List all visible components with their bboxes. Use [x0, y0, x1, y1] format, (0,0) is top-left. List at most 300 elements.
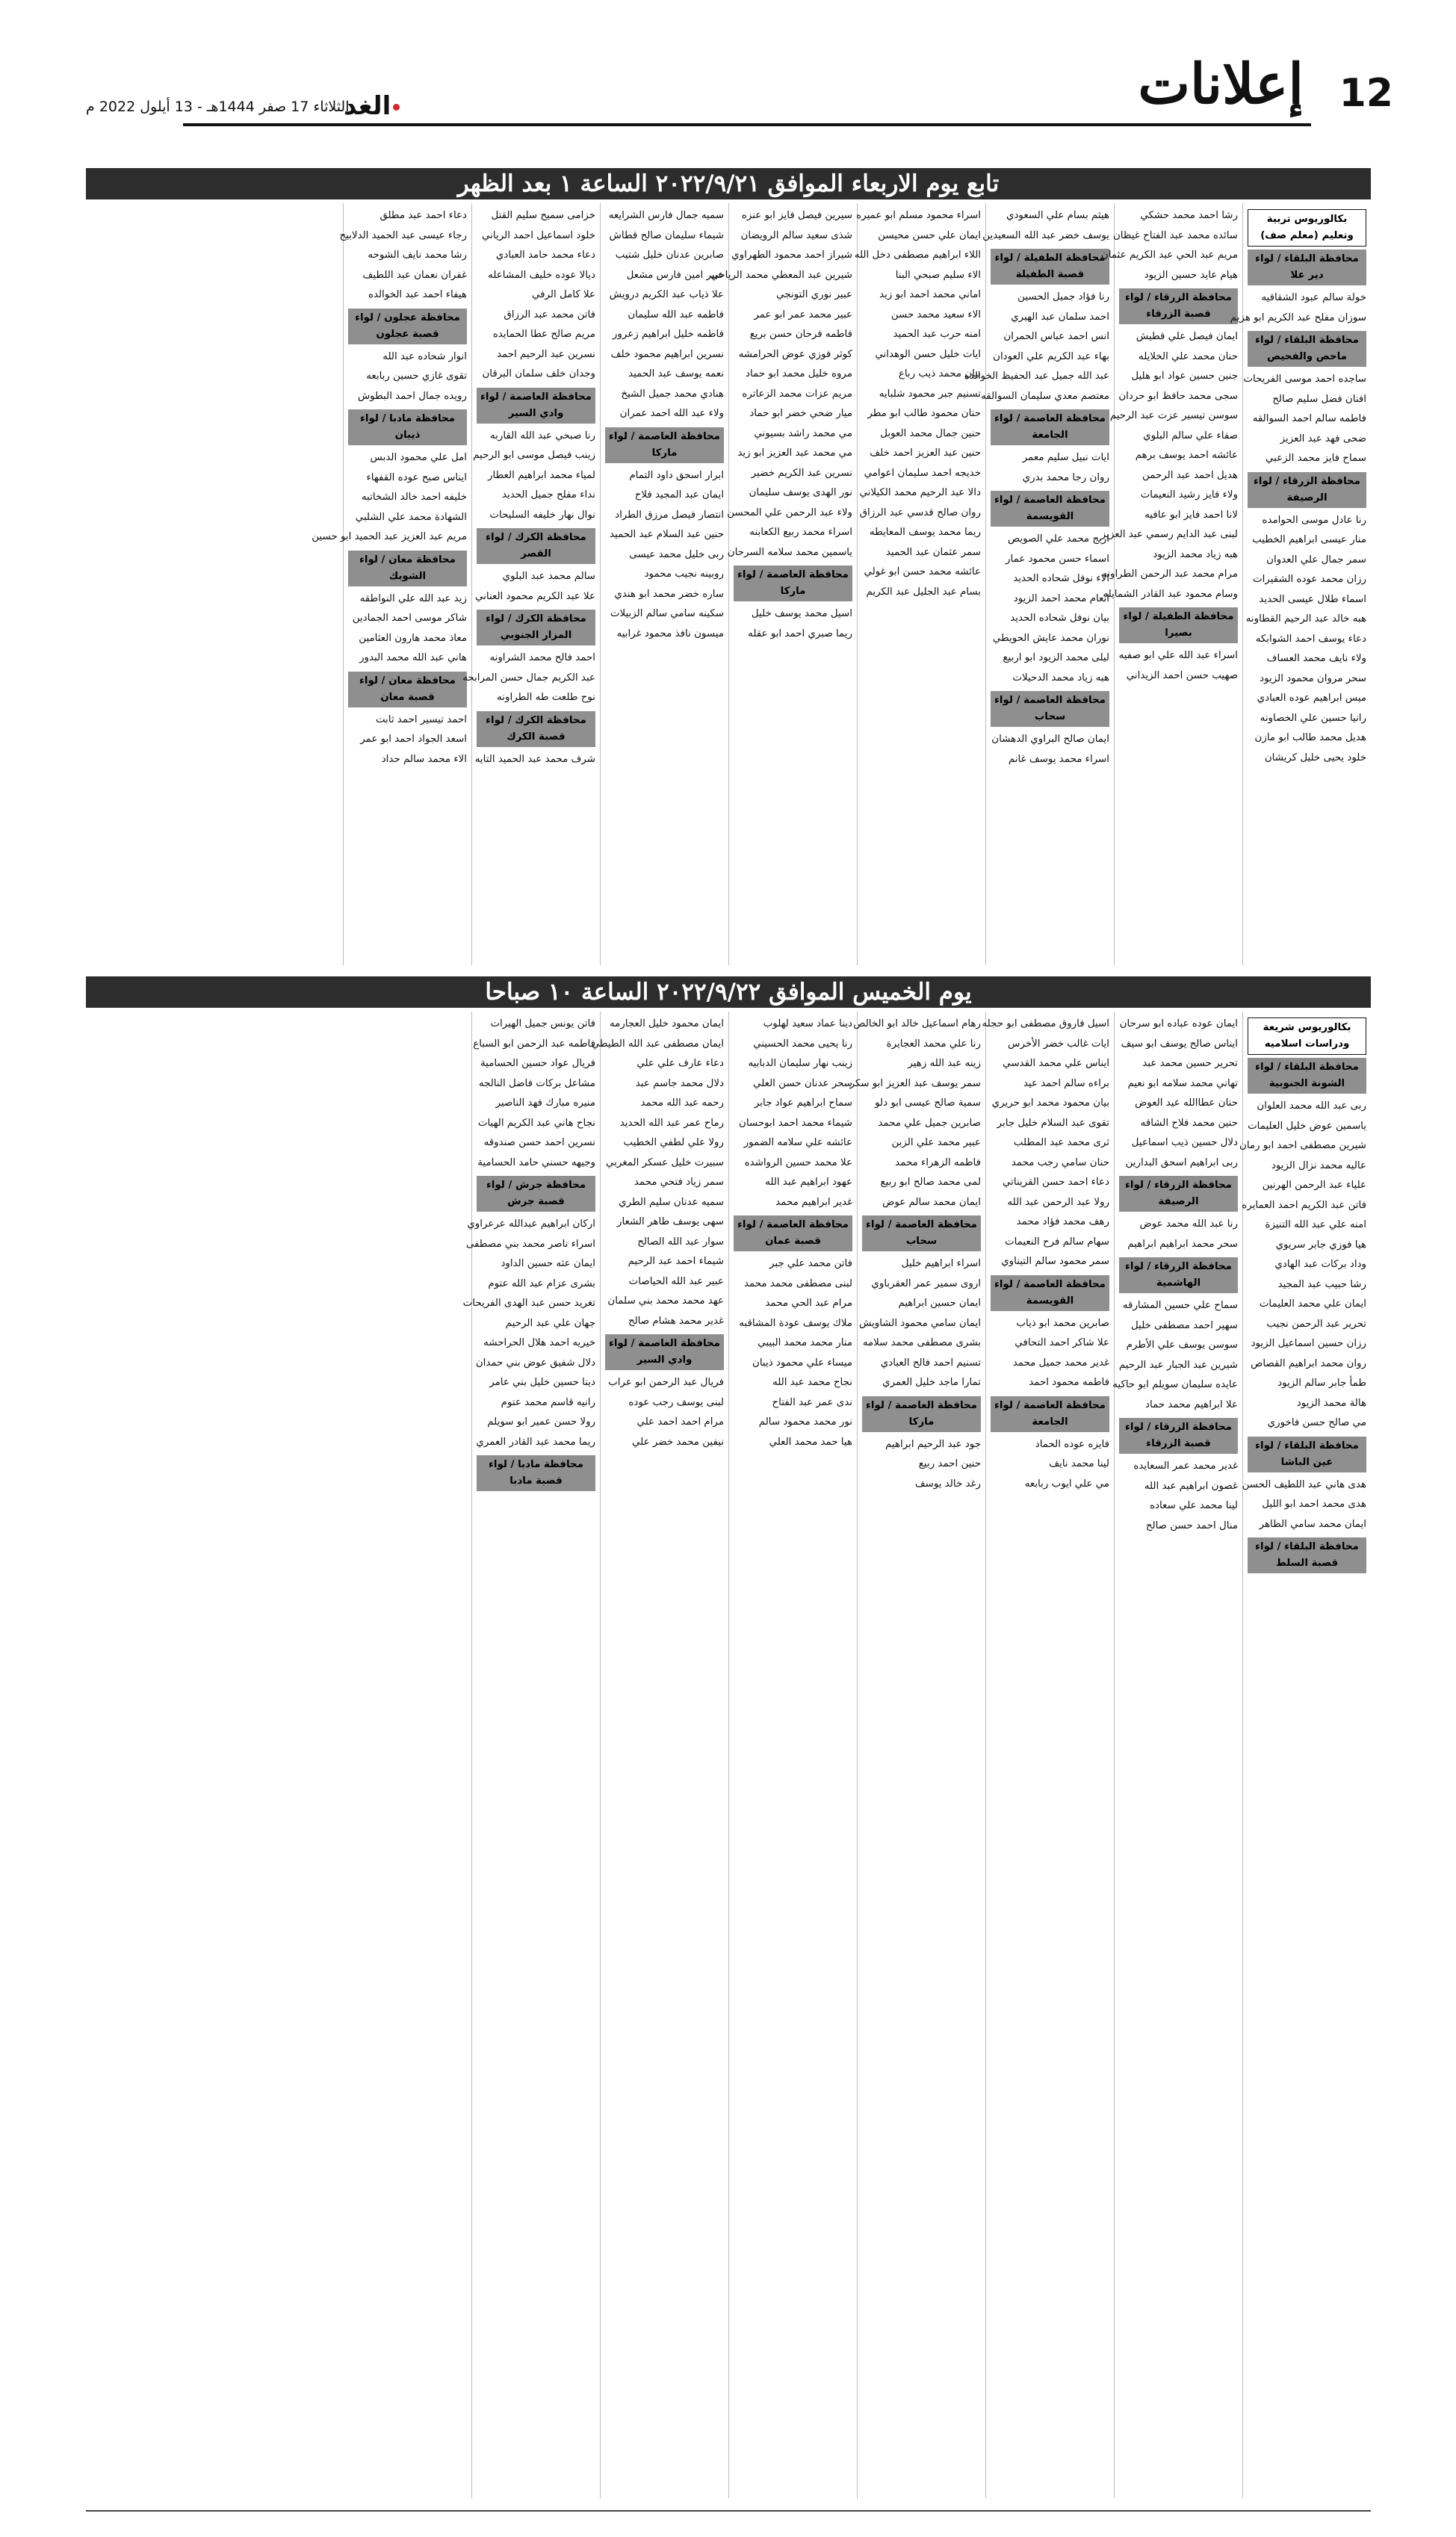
list-item: ندى عمر عبد الفتاح [772, 1396, 852, 1408]
region-heading: محافظة معان / لواء الشوبك [348, 551, 467, 586]
list-item: فايزه عوده الحماد [1035, 1438, 1109, 1450]
list-item: غصون ابراهيم عبد الله [1144, 1480, 1238, 1492]
region-heading: محافظة العاصمة / لواء ماركا [862, 1396, 981, 1432]
list-item: ولاء عبد الرحمن علي المحسن [727, 507, 852, 518]
list-item: رنا يحيى محمد الحسيني [753, 1038, 852, 1050]
list-item: ايناس علي محمد القدسي [1003, 1058, 1109, 1069]
list-item: نوح طلعت طه الطراونه [497, 692, 595, 703]
list-item: سميه جمال فارس الشرايعه [608, 210, 724, 221]
list-item: سحر محمد ابراهيم ابراهيم [1127, 1238, 1238, 1250]
day2-column-1 [1239, 1012, 1371, 2498]
list-item: علا عبد الكريم محمود العناني [475, 590, 595, 602]
list-item: زينب نهار سليمان الدبابيه [748, 1058, 852, 1069]
list-item: رولا علي لطفي الخطيب [623, 1137, 724, 1148]
list-item: اريج محمد علي الصويص [1008, 533, 1109, 545]
list-item: سهير احمد مصطفى خليل [1131, 1319, 1238, 1331]
list-item: صابرين جميل علي محمد [878, 1117, 981, 1129]
day1-column-7 [462, 203, 600, 965]
list-item: احمد تيسير احمد ثابت [375, 713, 467, 725]
day1-column-8 [312, 203, 471, 965]
list-item: ايمان علي محمد العليمات [1259, 1298, 1366, 1310]
region-heading: محافظة الزرقاء / لواء الرصيفة [1248, 472, 1366, 508]
list-item: ولاء عبد الله احمد عمران [619, 408, 724, 419]
list-item: سيرين فيصل فايز ابو عنزه [741, 210, 852, 221]
list-item: ميس ابراهيم عوده العبادي [1257, 693, 1366, 704]
region-heading: محافظة البلقاء / لواء الشونة الجنوبية [1248, 1058, 1366, 1094]
region-heading: محافظة العاصمة / لواء القويسمة [991, 491, 1109, 527]
list-item: يوسف خضر عبد الله السعيدين [982, 229, 1109, 241]
list-item: فاتن عبد الكريم احمد العمايره [1242, 1199, 1366, 1211]
list-item: نيفين محمد خضر علي [632, 1436, 724, 1448]
day2-column-3 [982, 1012, 1114, 2498]
list-item: سماح فايز محمد الزعبي [1265, 453, 1366, 464]
list-item: رجاء عيسى عبد الحميد الدلابيح [339, 229, 467, 241]
list-item: اسعد الجواد احمد ابو عمر [360, 734, 467, 745]
list-item: نور الهدى يوسف سليمان [749, 487, 852, 498]
day2-columns [86, 1012, 1371, 2498]
list-item: ايناس صبح عوده القفهاء [366, 471, 467, 483]
date-line: الثلاثاء 17 صفر 1444هـ - 13 أيلول 2022 م [86, 99, 350, 115]
list-item: سمر عثمان عبد الحميد [885, 546, 981, 558]
list-item: مريم صالح عطا الحمايده [492, 329, 595, 340]
list-item: رهف محمد فؤاد محمد [1016, 1216, 1109, 1227]
list-item: عبد الله جميل عبد الحفيظ الخوالده [964, 371, 1109, 382]
list-item: هيا حمد محمد العلي [769, 1436, 852, 1448]
list-item: مي علي ايوب ربابعه [1024, 1478, 1109, 1490]
list-item: روبينه نجيب محمود [644, 569, 724, 580]
list-item: خليفه احمد خالد الشخاتبه [361, 492, 467, 503]
list-item: نوران محمد عايش الحويطي [992, 632, 1109, 644]
list-item: لينا محمد نايف [1049, 1458, 1109, 1469]
list-item: جود عبد الرحيم ابراهيم [885, 1438, 981, 1450]
list-item: اسماء حسن محمود عمار [1006, 553, 1109, 565]
list-item: رزان حسين اسماعيل الزيود [1251, 1338, 1366, 1349]
list-item: شيماء احمد عبد الرحيم [628, 1256, 724, 1267]
list-item: ياسمين محمد سلامه السرحان [727, 546, 852, 558]
list-item: مريم عبد الحي عبد الكريم عثمان [1100, 250, 1238, 261]
list-item: عبير محمد عمر ابو عمر [754, 309, 852, 320]
list-item: سمر زياد فتحي محمد [633, 1177, 724, 1188]
region-heading: محافظة الكرك / لواء قصبة الكرك [477, 711, 595, 747]
list-item: وجيهه حسني حامد الحسامية [477, 1156, 595, 1168]
list-item: غدير محمد جميل محمد [1012, 1357, 1109, 1369]
list-item: لبنى مصطفى محمد محمد [744, 1277, 852, 1289]
list-item: بهاء عبد الكريم علي العودان [993, 350, 1109, 362]
footer-rule [86, 2510, 1371, 2512]
list-item: عهود ابراهيم عبد الله [765, 1177, 852, 1188]
list-item: جهان علي عبد الرحيم [505, 1317, 595, 1329]
list-item: ابرار اسحق داود التمام [629, 469, 724, 481]
list-item: فاطمه محمود احمد [1029, 1377, 1109, 1388]
list-item: انتصار فيصل مرزق الطراد [615, 509, 724, 521]
list-item: فاتن محمد عبد الرزاق [504, 309, 595, 320]
list-item: شيرين عبد المعطي محمد الرياحي [710, 269, 852, 281]
list-item: سمر محمود سالم التيناوي [1001, 1256, 1109, 1267]
list-item: غدير محمد عمر السعايده [1133, 1460, 1238, 1472]
list-item: شيماء سليمان صالح قطاش [609, 229, 724, 241]
list-item: نسرين ابراهيم محمود خلف [610, 348, 724, 360]
list-item: رشا احمد محمد حشكي [1140, 210, 1238, 221]
region-heading: محافظة البلقاء / لواء عين الباشا [1248, 1437, 1366, 1472]
list-item: تحرير عبد الرحمن نجيب [1266, 1318, 1366, 1330]
list-item: مرام احمد احمد علي [636, 1416, 724, 1428]
list-item: ايمان سامي محمود الشاويش [858, 1317, 981, 1329]
list-item: مي محمد راشد بسيوني [754, 427, 852, 439]
list-item: امنه حرب عبد الحميد [893, 329, 981, 340]
list-item: شذى سعيد سالم الرويضان [740, 229, 852, 241]
list-item: رانيه قاسم محمد عتوم [501, 1396, 595, 1408]
list-item: عاليه محمد نزال الزيود [1271, 1159, 1366, 1171]
list-item: ربى عبد الله محمد العلوان [1257, 1100, 1366, 1112]
list-item: وسام محمود عبد القادر الشمايله [1103, 588, 1238, 600]
list-item: بشرى مصطفى محمد سلامه [862, 1337, 981, 1348]
list-item: فاتن يونس جميل الهيرات [490, 1018, 595, 1029]
list-item: خيريه احمد هلال الحراحشه [483, 1337, 595, 1348]
list-item: ريما محمد عبد القادر العمري [476, 1436, 595, 1448]
list-item: ساجده احمد موسى الفريحات [1243, 374, 1366, 385]
list-item: فاطمه سالم احمد السوالقه [1252, 413, 1366, 424]
list-item: دينا عماد سعيد لهلوب [763, 1018, 852, 1029]
list-item: اسيل فاروق مصطفى ابو حجله [982, 1018, 1109, 1029]
list-item: شيرين مصطفى احمد ابو رمان [1239, 1140, 1366, 1151]
list-item: رنا فؤاد جميل الحسين [1017, 291, 1109, 303]
brand-dot-icon [393, 104, 400, 111]
region-heading: محافظة الكرك / لواء المزار الجنوبي [477, 610, 595, 645]
list-item: انوار شحاده عبد الله [382, 350, 467, 362]
list-item: دلال شفيق عوض بني حمدان [475, 1357, 595, 1369]
list-item: فاطمه عبد الرحمن ابو السباع [473, 1038, 595, 1050]
list-item: مشاعل بركات فاضل النالجه [478, 1077, 595, 1089]
region-heading: محافظة الزرقاء / لواء الرصيفة [1119, 1176, 1238, 1212]
list-item: اسماء طلال عيسى الحديد [1259, 593, 1366, 605]
list-item: ايمان حسين ابراهيم [898, 1298, 981, 1309]
list-item: ايمان عبد المجيد فلاح [634, 489, 724, 501]
list-item: سحر عدنان حسن العلي [753, 1077, 852, 1089]
list-item: تغريد حسن عبد الهدى الفريحات [462, 1298, 595, 1309]
list-item: صفاء علي سالم البلوي [1143, 430, 1238, 442]
region-heading: محافظة الكرك / لواء القصر [477, 528, 595, 564]
list-item: بيان محمد ذيب رباع [898, 368, 981, 380]
list-item: نعمه يوسف عبد الحميد [628, 368, 724, 380]
day1-column-1 [1230, 203, 1371, 965]
list-item: حنان محمود طالب ابو مطر [867, 408, 981, 419]
day-banner-wednesday: تابع يوم الاربعاء الموافق ٢٠٢٢/٩/٢١ الساعة ١ بعد الظهر [86, 168, 1371, 199]
list-item: زينب فيصل موسى ابو الرحيم [473, 450, 595, 461]
list-item: احمد سلمان عبد الهيري [1011, 311, 1109, 323]
list-item: نجاح محمد عبد الله [772, 1377, 852, 1388]
list-item: مي صالح حسن فاخوري [1267, 1417, 1366, 1428]
list-item: اسراء محمد يوسف غانم [1008, 753, 1109, 765]
list-item: حنان محمد علي الخلايله [1139, 350, 1238, 362]
list-item: ريما محمد يوسف المعايطه [869, 527, 981, 538]
list-item: ايمان محمد سامي الظاهر [1259, 1518, 1366, 1530]
list-item: هبه زياد محمد الدحيلات [1012, 672, 1109, 684]
program-heading: بكالوريوس تربية وتعليم (معلم صف) [1248, 209, 1366, 247]
day1-column-spare [86, 203, 343, 965]
list-item: مروه خليل محمد ابو حماد [746, 368, 852, 380]
list-item: اللاء ابراهيم مصطفى دخل الله [854, 250, 981, 261]
list-item: هيثم بسام علي السعودي [1006, 210, 1109, 221]
list-item: بيان محمود محمد ابو حريري [991, 1097, 1109, 1109]
region-heading: محافظة البلقاء / لواء دير علا [1248, 250, 1366, 285]
day-banner-thursday: يوم الخميس الموافق ٢٠٢٢/٩/٢٢ الساعة ١٠ صباحا [86, 976, 1371, 1008]
list-item: سمية صالح عيسى ابو دلو [875, 1097, 981, 1109]
list-item: امنه علي عبد الله التنيزة [1265, 1219, 1366, 1230]
list-item: حنين جمال محمد العوبل [880, 427, 981, 439]
list-item: ريما صبري احمد ابو عقله [748, 628, 852, 639]
list-item: لبنى عبد الدايم رسمي عبد العزيز [1100, 529, 1238, 540]
list-item: خزامى سميح سليم القتل [491, 210, 595, 221]
list-item: اسراء ابراهيم خليل [901, 1258, 981, 1269]
list-item: غفران نعمان عبد اللطيف [362, 269, 467, 281]
list-item: رنا علي محمد العجايرة [886, 1038, 981, 1050]
list-item: تسنيم احمد فالح العبادي [880, 1357, 981, 1369]
list-item: افنان فضل سليم صالح [1272, 393, 1366, 405]
list-item: احمد فالح محمد الشراونه [489, 652, 595, 663]
list-item: شيرين عبد الجبار عبد الرحيم [1118, 1359, 1238, 1371]
region-heading: محافظة العاصمة / لواء قصبة عمان [734, 1215, 852, 1251]
list-item: رحمه عبد الله محمد [640, 1097, 724, 1109]
list-item: فاطمه الزهراء محمد [895, 1156, 981, 1168]
list-item: ايات خليل حسن الوهداني [875, 348, 981, 360]
list-item: تقوى عبد السلام خليل جابر [997, 1117, 1109, 1129]
list-item: الاء سعيد محمد حسن [890, 309, 981, 320]
list-item: ربى ابراهيم اسحق البدارين [1125, 1156, 1238, 1168]
list-item: ميار ضحي خضر ابو حماد [749, 408, 852, 419]
list-item: صهيب حسن احمد الزيداني [1126, 669, 1238, 681]
list-item: ملاك يوسف عودة المشاقبه [739, 1317, 852, 1329]
list-item: ايمان مصطفى عبد الله الطيطي [591, 1038, 724, 1050]
list-item: كوثر فوزي عوض الحرامشه [738, 348, 852, 360]
list-item: روان صالح قدسي عبد الرزاق [859, 507, 981, 518]
list-item: منار محمد محمد البيبي [758, 1337, 852, 1348]
list-item: سماح ابراهيم عواد جابر [754, 1097, 852, 1109]
masthead [86, 52, 1401, 134]
list-item: نداء مفلح جميل الحديد [502, 489, 595, 501]
list-item: الاء سليم صبحي البنا [895, 269, 981, 281]
list-item: ثرى محمد عبد المطلب [1013, 1137, 1109, 1148]
list-item: منال احمد حسن صالح [1145, 1520, 1238, 1531]
list-item: علا محمد حسين الرواشده [744, 1156, 852, 1168]
list-item: هدى هاني عبد اللطيف الحسن [1242, 1478, 1366, 1490]
list-item: نجاح هاني عبد الكريم الهيات [477, 1117, 595, 1129]
region-heading: محافظة العاصمة / لواء الجامعة [991, 1396, 1109, 1432]
list-item: وجدان خلف سلمان البرقان [482, 368, 595, 380]
list-item: معتصم معدي سليمان السوالقه [981, 390, 1109, 402]
list-item: تحرير حسين محمد عبد [1142, 1058, 1238, 1069]
list-item: حنان عطاالله عيد العوض [1135, 1097, 1238, 1109]
list-item: اسراء محمود مسلم ابو عميره [856, 210, 981, 221]
list-item: طمأ جابر سالم الزيود [1277, 1378, 1366, 1389]
list-item: زيد عبد الله علي النواطقه [359, 592, 467, 604]
list-item: شيراز احمد محمود الطهراوي [731, 250, 852, 261]
list-item: نسرين احمد حسن صندوقه [483, 1137, 595, 1148]
list-item: مرام عبد الحي محمد [765, 1298, 852, 1309]
list-item: انس احمد عباس الحمران [1003, 331, 1109, 342]
list-item: شرف محمد عبد الحميد التايه [474, 753, 595, 765]
list-item: ايمان علي حسن محيسن [878, 229, 981, 241]
list-item: حنين عبد العزيز احمد خلف [870, 447, 981, 459]
list-item: اماني محمد احمد ابو زيد [879, 289, 981, 300]
list-item: عهد محمد محمد بني سلمان [607, 1295, 724, 1307]
list-item: لينا محمد علي سعاده [1150, 1500, 1238, 1511]
list-item: ميساء علي محمود ذيبان [752, 1357, 852, 1369]
list-item: سكينه سامي سالم الزبيلات [610, 608, 724, 619]
list-item: امل علي محمود الدبس [370, 452, 467, 463]
list-item: هاني عبد الله محمد البدور [359, 652, 467, 663]
list-item: ولاء فايز رشيد النعيمات [1140, 489, 1238, 501]
list-item: عبد الكريم جمال حسن المرابحه [462, 672, 595, 684]
section-title: إعلانات [1138, 52, 1304, 117]
day2-column-7 [462, 1012, 600, 2498]
day2-column-4 [849, 1012, 985, 2498]
list-item: سهى يوسف طاهر الشعار [617, 1216, 724, 1227]
region-heading: محافظة العاصمة / لواء وادي السير [477, 388, 595, 424]
region-heading: محافظة جرش / لواء قصبة جرش [477, 1176, 595, 1212]
list-item: مريم عبد العزيز عبد الحميد ابو حسين [312, 531, 467, 542]
list-item: خديجه احمد سليمان اعوامي [864, 467, 981, 479]
page-number: 12 [1339, 71, 1393, 116]
list-item: هبه خالد عبد الرحيم القطاونه [1245, 613, 1366, 625]
list-item: هنادي محمد جميل الشيخ [621, 388, 724, 400]
region-heading: محافظة الزرقاء / لواء قصبة الزرقاء [1119, 288, 1238, 324]
list-item: دينا حسين خليل بني عامر [489, 1377, 595, 1388]
list-item: اسراء محمد ربيع الكعابنه [749, 527, 852, 538]
list-item: هدى محمد احمد ابو الليل [1262, 1499, 1366, 1510]
list-item: معاذ محمد هارون العثامين [359, 632, 467, 644]
list-item: عبير نوري التونجي [776, 289, 852, 300]
list-item: علا ذياب عبد الكريم درويش [609, 289, 724, 300]
list-item: سميه عدنان سليم الطري [619, 1196, 724, 1208]
program-heading: بكالوريوس شريعة ودراسات اسلاميه [1248, 1017, 1366, 1055]
list-item: دعاء احمد عبد مطلق [380, 210, 467, 221]
list-item: ايمان صالح البراوي الدهشان [991, 734, 1109, 745]
brand-logo: الغد [344, 91, 400, 121]
list-item: دعاء يوسف احمد الشوابكه [1255, 633, 1366, 645]
list-item: الاء محمد سالم حداد [381, 753, 467, 765]
list-item: تهاني محمد سلامه ابو نعيم [1127, 1077, 1238, 1089]
list-item: وداد بركات عبد الهادي [1274, 1259, 1366, 1270]
list-item: ايمان محمود خليل العجارمه [609, 1018, 724, 1029]
region-heading: محافظة العاصمة / لواء وادي السير [605, 1334, 724, 1370]
list-item: تمارا ماجد خليل العمري [882, 1377, 981, 1388]
list-item: نسرين عبد الكريم خضير [751, 467, 852, 479]
day1-column-6 [600, 203, 728, 965]
list-item: سمر جمال علي العدوان [1266, 554, 1366, 566]
list-item: عبير امين فارس مشعل [626, 269, 724, 281]
list-item: فاطمه خليل ابراهيم زعرور [612, 329, 724, 340]
region-heading: محافظة البلقاء / لواء ماحص والفحيص [1248, 331, 1366, 367]
list-item: ميسون نافذ محمود غرابيه [616, 628, 724, 639]
list-item: علا شاكر احمد التحافي [1014, 1337, 1109, 1348]
list-item: لبنى يوسف رجب عوده [628, 1396, 724, 1408]
list-item: حنين احمد ربيع [918, 1458, 981, 1469]
list-item: رهام اسماعيل خالد ابو الخالص [853, 1018, 981, 1029]
day2-column-2 [1114, 1012, 1242, 2498]
list-item: فاطمه عبد الله سليمان [628, 309, 724, 320]
list-item: فريال عواد حسين الحسامية [480, 1058, 595, 1069]
list-item: براءه سالم احمد عيد [1023, 1077, 1109, 1089]
list-item: منار عيسى ابراهيم الخطيب [1252, 534, 1366, 545]
region-heading: محافظة العاصمة / لواء سحاب [862, 1215, 981, 1251]
list-item: خلود اسماعيل احمد الرياني [482, 229, 595, 241]
list-item: دلال حسين ذيب اسماعيل [1131, 1137, 1238, 1148]
list-item: سالم محمد عبد البلوي [502, 571, 595, 582]
list-item: عائشه محمد حسن ابو غولي [864, 566, 981, 577]
list-item: رنا عادل موسى الحوامده [1262, 514, 1366, 526]
list-item: غدير ابراهيم محمد [775, 1196, 852, 1208]
list-item: ليلى محمد الزيود ابو اربيع [1003, 652, 1109, 663]
list-item: رغد خالد يوسف [914, 1478, 981, 1490]
day1-column-2 [1100, 203, 1242, 965]
list-item: بشرى عزام عبد الله عتوم [488, 1277, 595, 1289]
list-item: سمر يوسف عبد العزيز ابو سكر [849, 1077, 981, 1089]
list-item: علياء عبد الرحمن الهرنين [1262, 1180, 1366, 1191]
list-item: اروى سمير عمر العقرباوي [871, 1277, 981, 1289]
section-rule [183, 123, 1311, 126]
list-item: حنين عبد السلام عبد الحميد [610, 529, 724, 540]
list-item: سبيرت خليل عسكر المغربي [606, 1156, 724, 1168]
list-item: دعاء محمد حامد العبادي [495, 250, 595, 261]
list-item: فاتن محمد علي جبر [769, 1258, 852, 1269]
list-item: بسام عبد الجليل عبد الكريم [866, 586, 981, 598]
list-item: هيا فوزي جابر سريوي [1275, 1239, 1366, 1251]
region-heading: محافظة الزرقاء / لواء الهاشمية [1119, 1257, 1238, 1293]
list-item: مي محمد عبد العزيز ابو زيد [737, 447, 852, 459]
list-item: اسراء ناصر محمد بني مصطفى [465, 1238, 595, 1250]
list-item: انعام محمد احمد الزيود [1013, 592, 1109, 604]
list-item: سوسن تيسير عزت عبد الرحيم [1109, 410, 1238, 421]
list-item: هيام عايد حسين الزيود [1144, 269, 1238, 281]
day2-column-6 [591, 1012, 728, 2498]
list-item: نوال نهار خليفه السليحات [489, 509, 595, 521]
list-item: عائشه احمد يوسف برهم [1135, 450, 1238, 461]
list-item: دعاء احمد حسن القريناتي [1003, 1177, 1109, 1188]
list-item: زينه عبد الله زهير [908, 1058, 981, 1069]
list-item: هبه زياد محمد الزيود [1153, 548, 1238, 560]
region-heading: محافظة مادبا / لواء قصبة مادبا [477, 1455, 595, 1491]
list-item: ايمان فيصل علي قطيش [1136, 331, 1238, 342]
list-item: عبير عبد الله الحياصات [628, 1275, 724, 1287]
region-heading: محافظة الزرقاء / لواء قصبة الزرقاء [1119, 1418, 1238, 1454]
list-item: فريال عبد الرحمن ابو عراب [608, 1377, 724, 1388]
list-item: شاكر موسى احمد الجمادين [352, 613, 467, 624]
list-item: حنين محمد فلاح الشاقه [1140, 1117, 1238, 1129]
list-item: روان رجا محمد بدري [1022, 471, 1109, 483]
region-heading: محافظة العاصمة / لواء ماركا [734, 566, 852, 601]
list-item: ايمان عوده عباده ابو سرحان [1119, 1018, 1238, 1029]
list-item: سوسن يوسف علي الأطرم [1126, 1339, 1238, 1351]
list-item: نسرين عبد الرحيم احمد [497, 348, 595, 360]
region-heading: محافظة العاصمة / لواء القويسمة [991, 1275, 1109, 1311]
list-item: لمياء محمد ابراهيم العطار [488, 469, 595, 481]
list-item: رنا عبد الله محمد عوض [1139, 1218, 1238, 1230]
list-item: رشا محمد نايف الشوحه [368, 250, 467, 261]
region-heading: محافظة معان / لواء قصبة معان [348, 672, 467, 707]
list-item: شيماء محمد احمد ابوحسان [738, 1117, 852, 1129]
region-heading: محافظة الطفيلة / لواء بصيرا [1119, 607, 1238, 643]
list-item: دعاء عارف علي علي [636, 1058, 724, 1069]
list-item: دالا عبد الرحيم محمد الكيلاني [859, 487, 981, 498]
list-item: علا كامل الرفي [531, 289, 595, 300]
list-item: ديالا عوده خليف المشاعله [488, 269, 595, 281]
list-item: هديل احمد عبد الرحمن [1142, 469, 1238, 481]
list-item: ايمان عثه حسين الداود [501, 1258, 595, 1269]
list-item: سوار عبد الله الصالح [637, 1236, 724, 1248]
day1-column-4 [854, 203, 985, 965]
list-item: ايمان محمد سالم عوض [882, 1196, 981, 1208]
day1-column-5 [710, 203, 857, 965]
